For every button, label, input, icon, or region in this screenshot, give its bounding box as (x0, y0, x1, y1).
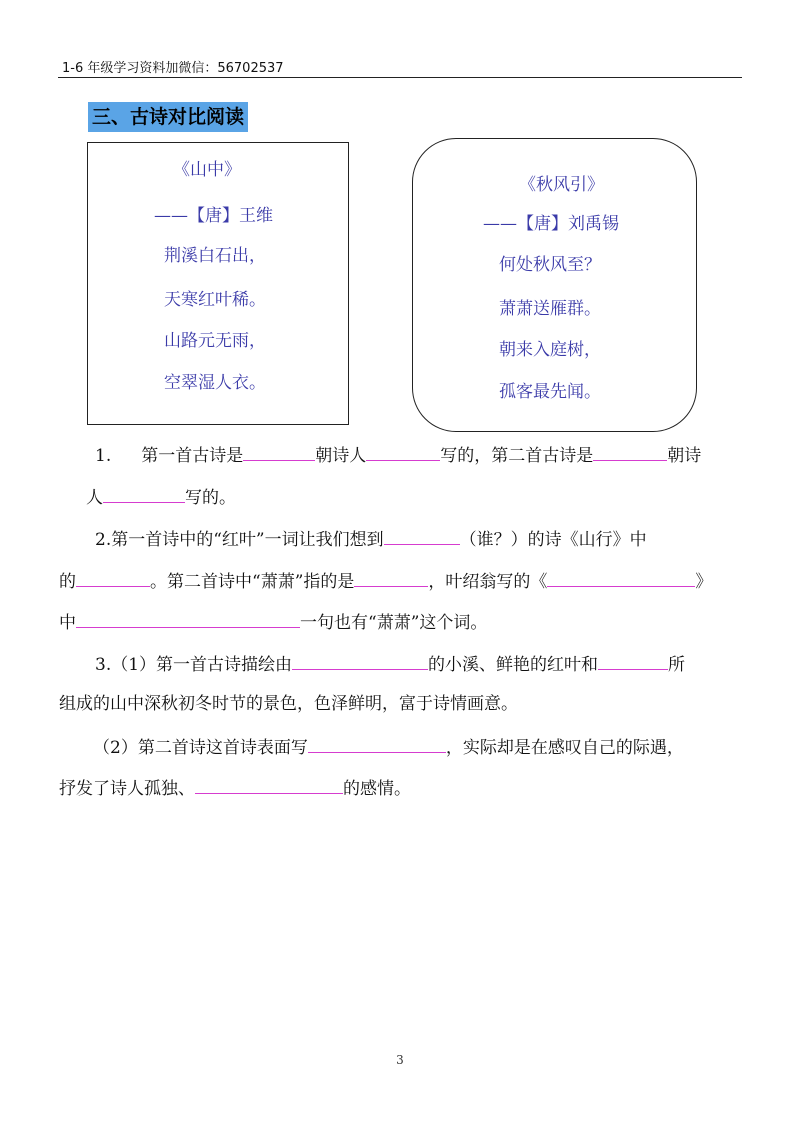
poem2-author: ——【唐】刘禹锡 (483, 214, 619, 234)
poem1-line-1: 荆溪白石出， (164, 246, 266, 266)
answer-blank-q3-surface[interactable] (308, 734, 446, 753)
poem2-line-1: 何处秋风至？ (499, 255, 601, 275)
poem-box-shanzhong (87, 142, 349, 425)
answer-blank-q3-third[interactable] (598, 651, 668, 670)
question-2-line-2: 的 。第二首诗中“萧萧”指的是 ，叶绍翁写的《 》 (59, 568, 712, 594)
poem-box-qiufengyin (412, 138, 697, 432)
page-number: 3 (396, 1053, 404, 1067)
answer-blank-q3-emotion[interactable] (195, 775, 343, 794)
answer-blank-q1-dynasty2[interactable] (593, 442, 667, 461)
header-divider (58, 77, 742, 78)
question-3-line-2: 组成的山中深秋初冬时节的景色，色泽鲜明，富于诗情画意。 (59, 694, 518, 714)
answer-blank-q2-xiaoxiao[interactable] (354, 568, 428, 587)
answer-blank-q1-poet2[interactable] (103, 484, 185, 503)
answer-blank-q2-line[interactable] (76, 568, 150, 587)
answer-blank-q1-poet1[interactable] (366, 442, 440, 461)
page-header: 1-6 年级学习资料加微信：56702537 (62, 61, 284, 76)
poem1-line-4: 空翠湿人衣。 (164, 373, 266, 393)
answer-blank-q2-poet[interactable] (384, 526, 460, 545)
question-1-line-1: 1. 第一首古诗是 朝诗人 写的，第二首古诗是 朝诗 (95, 442, 701, 468)
question-3-line-1: 3.（1）第一首古诗描绘由 的小溪、鲜艳的红叶和 所 (95, 651, 685, 677)
poem2-line-4: 孤客最先闻。 (499, 382, 601, 402)
poem2-line-3: 朝来入庭树， (499, 340, 601, 360)
poem1-title: 《山中》 (173, 160, 241, 180)
question-3-line-3: （2）第二首诗这首诗表面写 ，实际却是在感叹自己的际遇， (93, 734, 684, 760)
section-title: 三、古诗对比阅读 (88, 102, 248, 132)
poem1-line-2: 天寒红叶稀。 (164, 290, 266, 310)
poem2-title: 《秋风引》 (519, 175, 604, 195)
answer-blank-q2-poem-title[interactable] (547, 568, 695, 587)
question-3-line-4: 抒发了诗人孤独、 的感情。 (59, 775, 411, 801)
question-1-number: 1. (95, 446, 112, 466)
question-2-line-1: 2.第一首诗中的“红叶”一词让我们想到 （谁？）的诗《山行》中 (95, 526, 647, 552)
answer-blank-q1-dynasty1[interactable] (243, 442, 315, 461)
question-2-line-3: 中 一句也有“萧萧”这个词。 (59, 609, 487, 635)
poem1-author: ——【唐】王维 (154, 206, 273, 226)
answer-blank-q3-stream[interactable] (292, 651, 428, 670)
poem2-line-2: 萧萧送雁群。 (499, 299, 601, 319)
answer-blank-q2-verse[interactable] (76, 609, 300, 628)
question-1-line-2: 人 写的。 (86, 484, 236, 510)
poem1-line-3: 山路元无雨， (164, 331, 266, 351)
